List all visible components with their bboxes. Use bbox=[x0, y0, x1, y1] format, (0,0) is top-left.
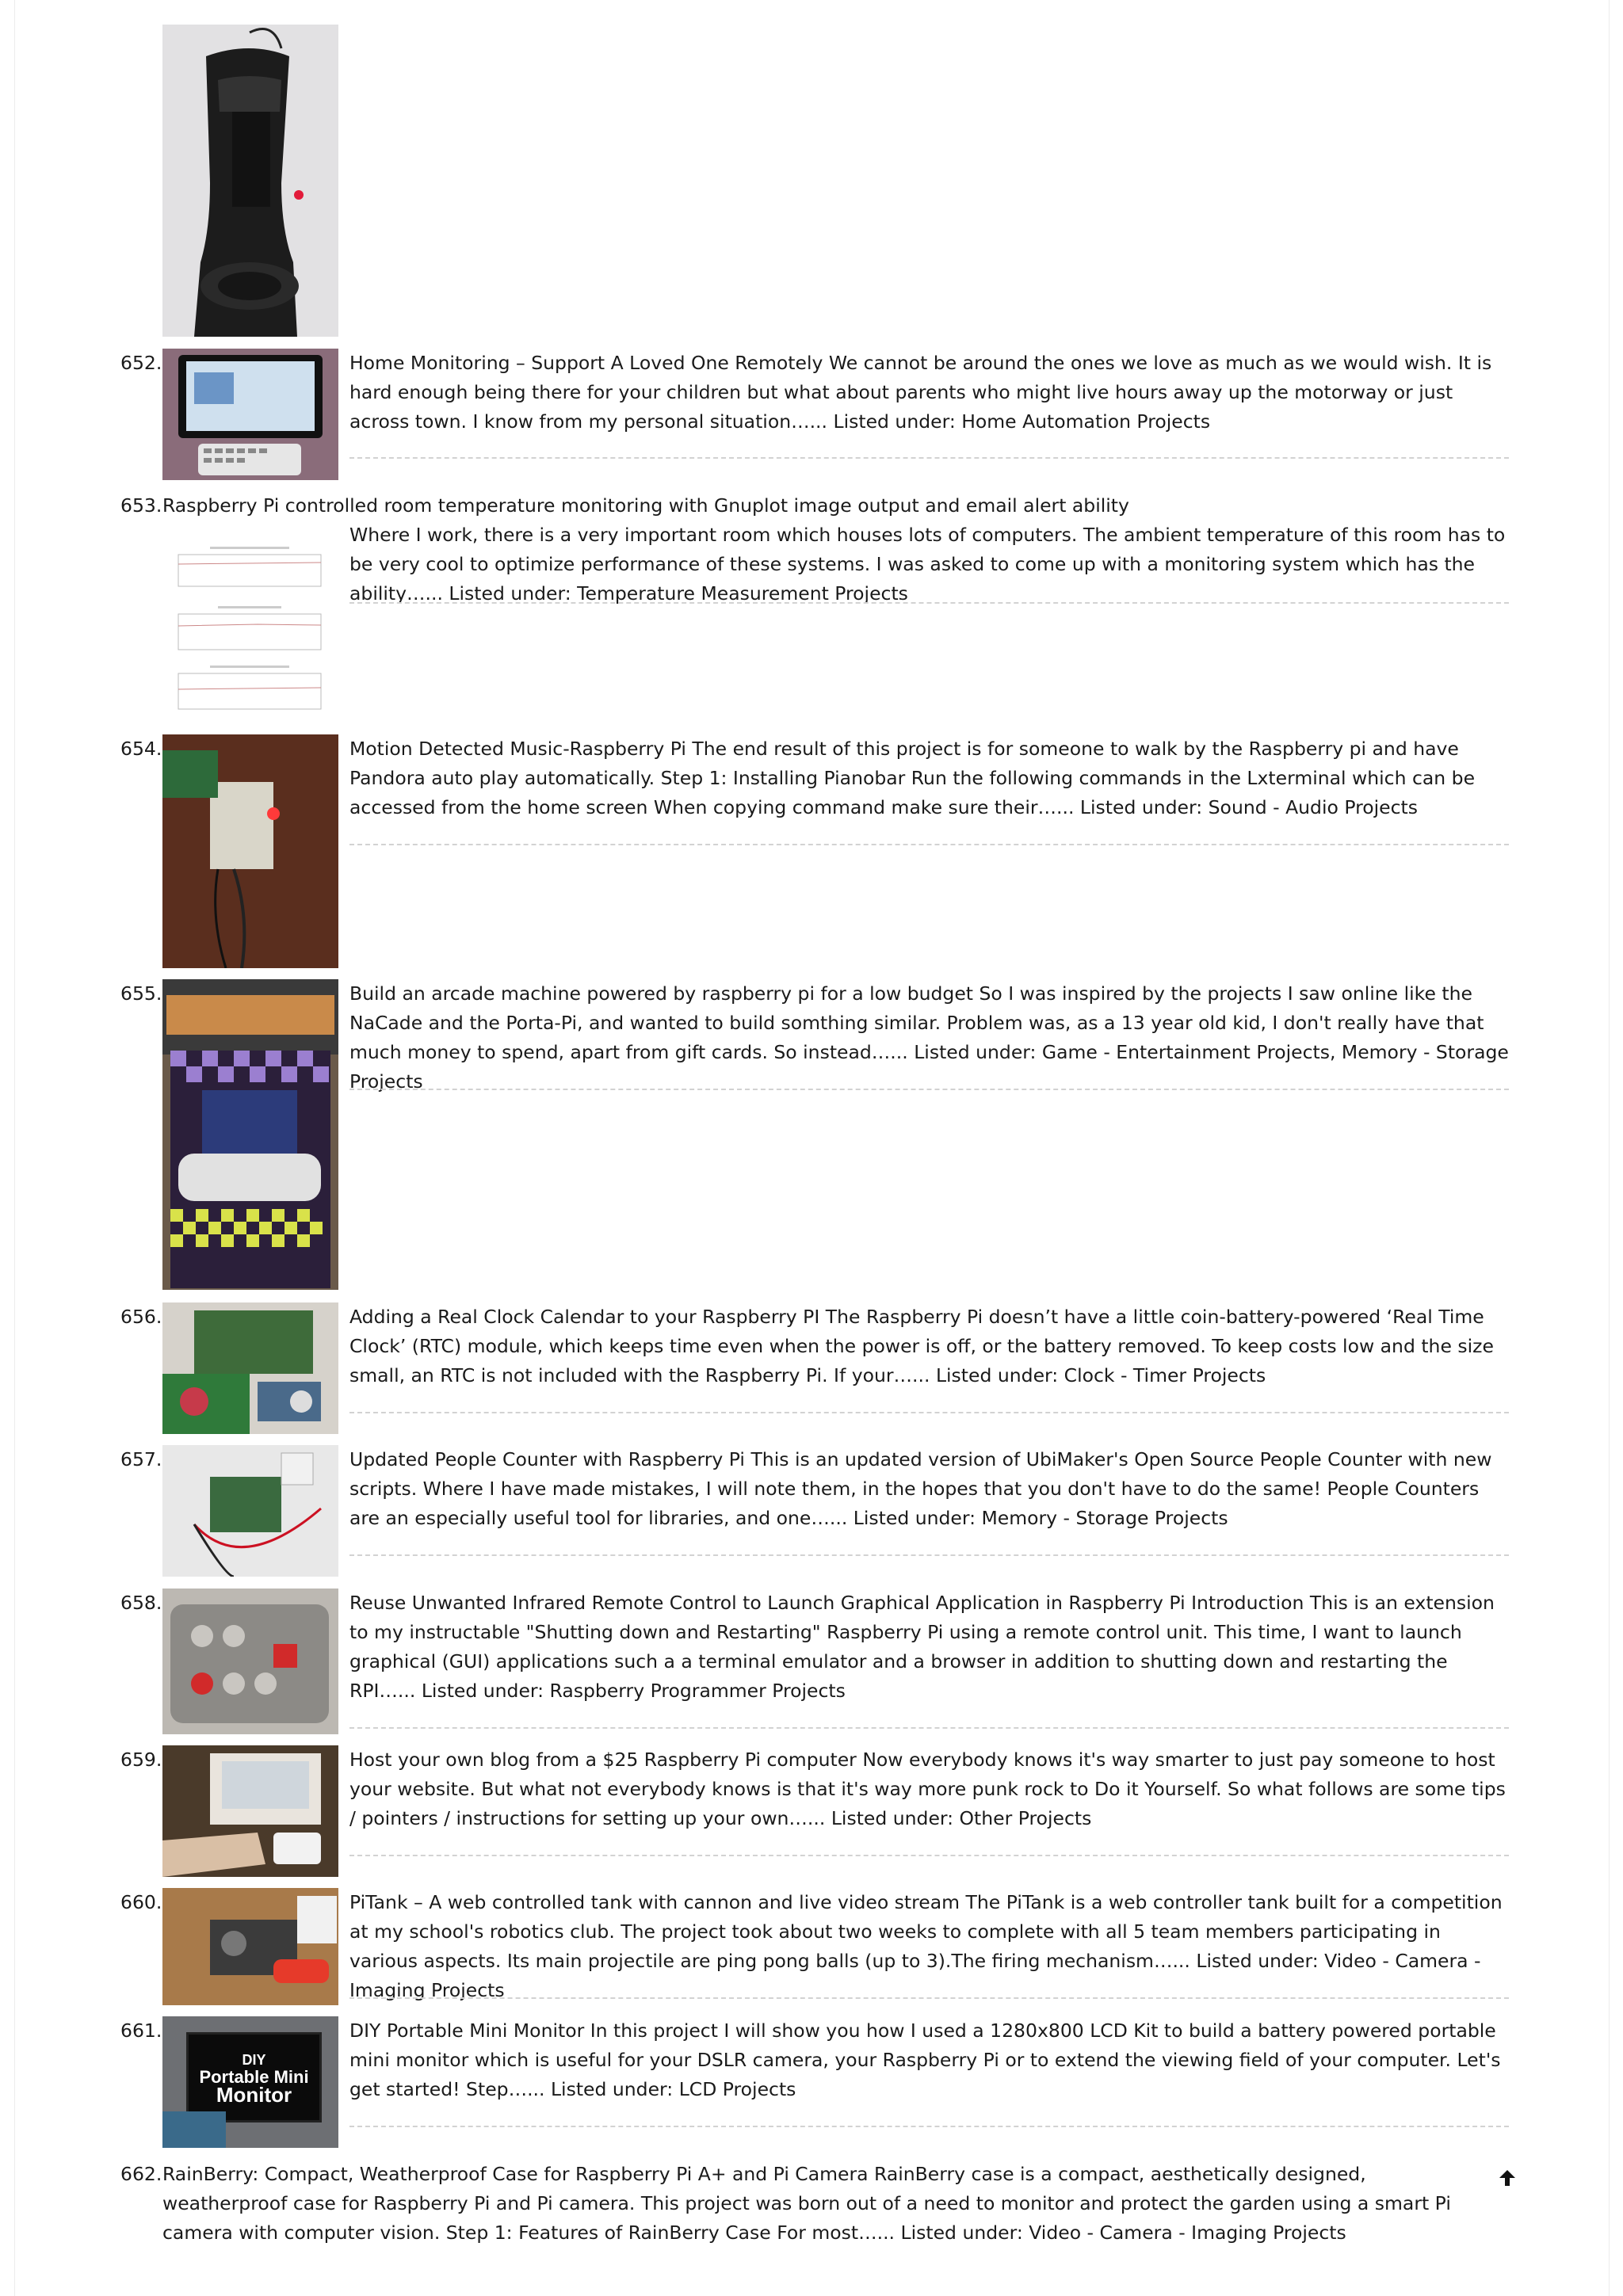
item-title-link[interactable]: Updated People Counter with Raspberry Pi bbox=[349, 1448, 745, 1470]
item-title-link[interactable]: Motion Detected Music-Raspberry Pi bbox=[349, 738, 686, 760]
item-number: 659. bbox=[120, 1749, 162, 1771]
item-description: PiTank – A web controlled tank with cannon and live video stream The PiTank is a web controller tank built for a competition at my school's robotics club. The project took about two weeks to complete with all 5 team members participating in various aspects. Its main projectile are ping pong balls (up to 3).The firing mechanism…... Listed under: Video - Camera - Imaging Projects bbox=[349, 1891, 1503, 2001]
thumbnail-mini-monitor[interactable] bbox=[162, 2016, 338, 2148]
item-category[interactable]: Listed under: Memory - Storage Projects bbox=[853, 1507, 1228, 1529]
item-description: Home Monitoring – Support A Loved One Remotely We cannot be around the ones we love as much as we would wish. It is hard enough being there for your children but what about parents who might live hours away up the motorway or just across town. I know from my personal situation…... Listed under: Home Automation Projects bbox=[349, 352, 1492, 433]
arrow-up-icon[interactable] bbox=[1498, 2168, 1517, 2187]
item-title-link[interactable]: Build an arcade machine powered by raspberry pi for a low budget bbox=[349, 982, 974, 1005]
item-description: Host your own blog from a $25 Raspberry Pi computer Now everybody knows it's way smarter to just pay someone to host your website. But what not everybody knows is that it's way more punk rock to Do it Yourself. So what follows are some tips / pointers / instructions for setting up your own…... Listed under: Other Projects bbox=[349, 1749, 1506, 1829]
item-separator bbox=[349, 1412, 1509, 1413]
item-title-link[interactable]: Raspberry Pi controlled room temperature monitoring with Gnuplot image output and email alert ability bbox=[162, 494, 1129, 517]
item-separator bbox=[349, 2126, 1509, 2127]
thumbnail-rtc-module[interactable] bbox=[162, 1302, 338, 1434]
thumbnail-people-counter[interactable] bbox=[162, 1445, 338, 1577]
item-category[interactable]: Listed under: Game - Entertainment Projects, Memory - Storage Projects bbox=[349, 1041, 1509, 1093]
list-item bbox=[120, 1302, 1509, 1436]
list-item bbox=[120, 2016, 1509, 2149]
item-description: Adding a Real Clock Calendar to your Raspberry PI The Raspberry Pi doesn’t have a little coin-battery-powered ‘Real Time Clock’ (RTC) module, which keeps time even when the power is off, or the battery removed. To keep costs low and the size small, an RTC is not included with the Raspberry Pi. If your…... Listed under: Clock - Timer Projects bbox=[349, 1306, 1494, 1386]
thumbnail-tablet[interactable] bbox=[162, 349, 338, 480]
list-item bbox=[120, 734, 1509, 972]
item-separator bbox=[349, 1997, 1509, 1999]
list-item bbox=[120, 491, 1509, 729]
item-description: Reuse Unwanted Infrared Remote Control to Launch Graphical Application in Raspberry Pi Introduction This is an extension to my instructable "Shutting down and Restarting" Raspberry Pi using a remote control unit. This time, I want to launch graphical (GUI) applications such a a terminal emulator and a browser in addition to shutting down and restarting the RPI…... Listed under: Raspberry Programmer Projects bbox=[349, 1592, 1495, 1702]
item-description: Build an arcade machine powered by raspberry pi for a low budget So I was inspired by the projects I saw online like the NaCade and the Porta-Pi, and wanted to build somthing similar. Problem was, as a 13 year old kid, I don't really have that much money to spend, apart from gift cards. So instead…... Listed under: Game - Entertainment Projects, Memory - Storage Projects bbox=[349, 982, 1509, 1093]
list-item bbox=[120, 1745, 1509, 1878]
list-item bbox=[120, 1445, 1509, 1578]
item-number: 652. bbox=[120, 352, 162, 374]
thumbnail-pitank[interactable] bbox=[162, 1888, 338, 2005]
list-item bbox=[120, 1888, 1509, 2021]
list-item bbox=[120, 2160, 1509, 2255]
item-separator bbox=[349, 457, 1509, 459]
item-category[interactable]: Listed under: Other Projects bbox=[831, 1807, 1092, 1829]
item-number: 653. bbox=[120, 494, 162, 517]
item-number: 658. bbox=[120, 1592, 162, 1614]
list-item bbox=[120, 349, 1509, 483]
item-category[interactable]: Listed under: Video - Camera - Imaging Projects bbox=[349, 1950, 1481, 2001]
item-category[interactable]: Listed under: LCD Projects bbox=[550, 2078, 796, 2100]
item-title-row bbox=[162, 491, 1509, 521]
thumbnail-caption: DIY Portable Mini Monitor bbox=[186, 2032, 322, 2122]
item-separator bbox=[349, 602, 1509, 604]
item-category[interactable]: Listed under: Temperature Measurement Projects bbox=[449, 582, 908, 605]
thumbnail-handheld-blog[interactable] bbox=[162, 1745, 338, 1877]
thumbnail-arcade-machine[interactable] bbox=[162, 979, 338, 1290]
item-title-link[interactable]: Reuse Unwanted Infrared Remote Control to Launch Graphical Application in Raspberry Pi bbox=[349, 1592, 1186, 1614]
item-category[interactable]: Listed under: Clock - Timer Projects bbox=[935, 1364, 1266, 1386]
thumbnail-temperature-plot[interactable] bbox=[162, 539, 338, 721]
item-category[interactable]: Listed under: Home Automation Projects bbox=[833, 410, 1211, 433]
item-description: Where I work, there is a very important room which houses lots of computers. The ambient temperature of this room has to be very cool to optimize performance of these systems. I was asked to come up with a monitoring system which has the ability…... Listed under: Temperature Measurement Projects bbox=[349, 524, 1506, 605]
item-title-link[interactable]: RainBerry: Compact, Weatherproof Case for Raspberry Pi A+ and Pi Camera bbox=[162, 2163, 869, 2185]
item-description: DIY Portable Mini Monitor In this project I will show you how I used a 1280x800 LCD Kit to build a battery powered portable mini monitor which is useful for your DSLR camera, your Raspberry Pi or to extend the viewing field of your computer. Let's get started! Step…... Listed under: LCD Projects bbox=[349, 2019, 1501, 2100]
list-item bbox=[120, 1589, 1509, 1737]
item-description: Motion Detected Music-Raspberry Pi The end result of this project is for someone to walk by the Raspberry pi and have Pandora auto play automatically. Step 1: Installing Pianobar Run the following commands in the Lxterminal which can be accessed from the home screen When copying command make sure their…... Listed under: Sound - Audio Projects bbox=[349, 738, 1476, 818]
item-title-link[interactable]: Home Monitoring – Support A Loved One Remotely bbox=[349, 352, 823, 374]
item-title-link[interactable]: DIY Portable Mini Monitor bbox=[349, 2019, 585, 2042]
item-separator bbox=[349, 844, 1509, 845]
item-separator bbox=[349, 1727, 1509, 1729]
item-number: 656. bbox=[120, 1306, 162, 1328]
item-title-link[interactable]: Adding a Real Clock Calendar to your Raspberry PI bbox=[349, 1306, 820, 1328]
item-title-link[interactable]: Host your own blog from a $25 Raspberry Pi computer bbox=[349, 1749, 857, 1771]
item-category[interactable]: Listed under: Video - Camera - Imaging Projects bbox=[900, 2222, 1346, 2244]
list-item bbox=[120, 979, 1509, 1290]
item-number: 662. bbox=[120, 2163, 162, 2185]
item-description: Updated People Counter with Raspberry Pi This is an updated version of UbiMaker's Open Source People Counter with new scripts. Where I have made mistakes, I will note them, in the hopes that you don't have to do the same! People Counters are an especially useful tool for libraries, and one…... Listed under: Memory - Storage Projects bbox=[349, 1448, 1492, 1529]
item-title-link[interactable]: PiTank – A web controlled tank with cannon and live video stream bbox=[349, 1891, 960, 1913]
item-separator bbox=[349, 1089, 1509, 1090]
item-category[interactable]: Listed under: Sound - Audio Projects bbox=[1079, 796, 1418, 818]
item-number: 661. bbox=[120, 2019, 162, 2042]
item-category[interactable]: Listed under: Raspberry Programmer Projects bbox=[421, 1680, 846, 1702]
item-separator bbox=[349, 1554, 1509, 1556]
item-number: 655. bbox=[120, 982, 162, 1005]
item-separator bbox=[349, 1855, 1509, 1856]
thumbnail-ir-remote[interactable] bbox=[162, 1589, 338, 1734]
item-description: RainBerry: Compact, Weatherproof Case for Raspberry Pi A+ and Pi Camera RainBerry case is a compact, aesthetically designed, weatherproof case for Raspberry Pi and Pi camera. This project was born out of a need to monitor and protect the garden using a smart Pi camera with computer vision. Step 1: Features of RainBerry Case For most…... Listed under: Video - Camera - Imaging Projects bbox=[162, 2163, 1451, 2244]
item-number: 660. bbox=[120, 1891, 162, 1913]
thumbnail-breadboard[interactable] bbox=[162, 734, 338, 968]
item-number: 654. bbox=[120, 738, 162, 760]
item-number: 657. bbox=[120, 1448, 162, 1470]
